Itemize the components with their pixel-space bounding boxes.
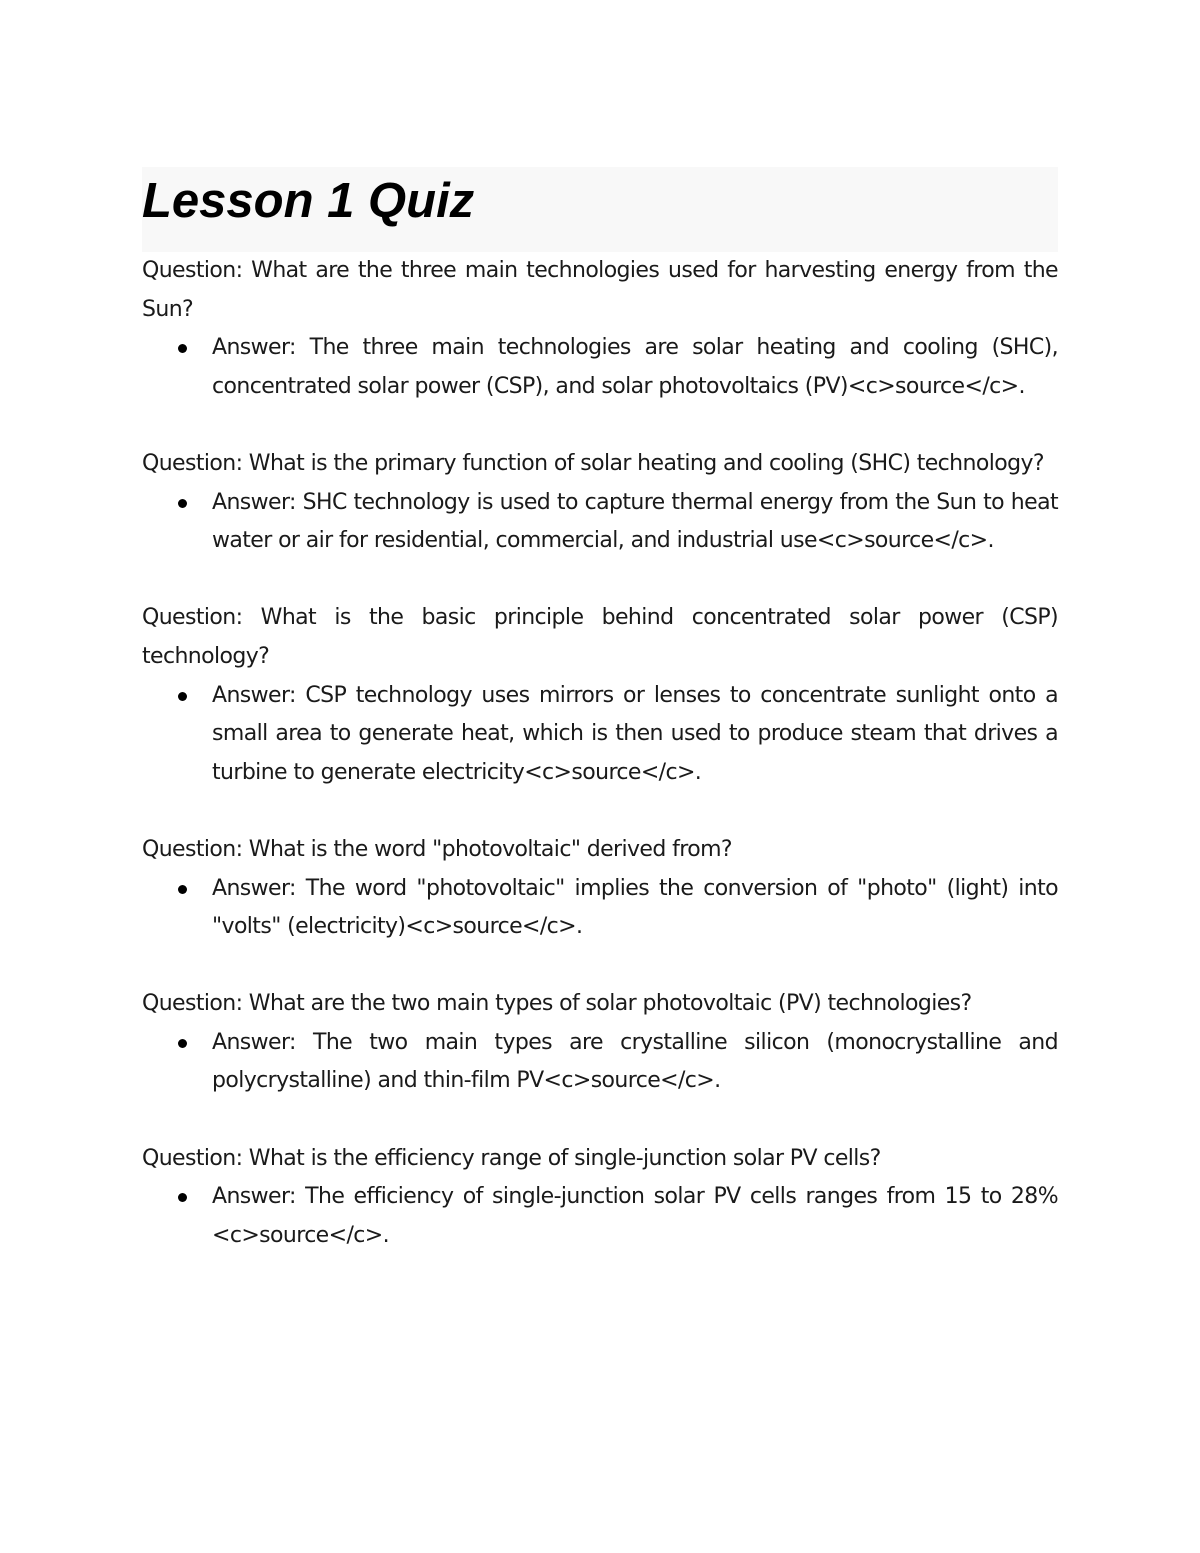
bullet-icon: [178, 1039, 187, 1048]
bullet-icon: [178, 692, 187, 701]
bullet-icon: [178, 344, 187, 353]
document-page: [142, 167, 1058, 1294]
answer-item: [142, 329, 1058, 406]
bullet-icon: [178, 885, 187, 894]
question-text: Question: What is the basic principle behind concentrated solar power (CSP) technology?: [142, 605, 1058, 669]
answer-list: [142, 1024, 1058, 1101]
answer-list: [142, 329, 1058, 406]
answer-list: [142, 677, 1058, 793]
question-text: Question: What are the three main technologies used for harvesting energy from the Sun?: [142, 258, 1058, 322]
question-text: Question: What are the two main types of solar photovoltaic (PV) technologies?: [142, 991, 972, 1017]
answer-item: [142, 1024, 1058, 1101]
answer-item: [142, 484, 1058, 561]
quiz-item: [142, 252, 1058, 406]
answer-text: Answer: The three main technologies are solar heating and cooling (SHC), concentrated solar power (CSP), and solar photovoltaics (PV)<c>source</c>.: [212, 335, 1058, 399]
answer-text: Answer: CSP technology uses mirrors or lenses to concentrate sunlight onto a small area to generate heat, which is then used to produce steam that drives a turbine to generate electricity<c>source</c>.: [212, 682, 1058, 785]
quiz-item: [142, 831, 1058, 947]
quiz-body: [142, 252, 1058, 1255]
quiz-item: [142, 445, 1058, 561]
page-title: Lesson 1 Quiz: [142, 174, 475, 228]
question-text: Question: What is the primary function of solar heating and cooling (SHC) technology?: [142, 450, 1044, 476]
answer-text: Answer: The two main types are crystalline silicon (monocrystalline and polycrystalline) and thin-film PV<c>source</c>.: [212, 1029, 1058, 1094]
answer-text: Answer: The word "photovoltaic" implies the conversion of "photo" (light) into "volts" (electricity)<c>source</c>.: [212, 875, 1058, 940]
answer-item: [142, 677, 1058, 793]
quiz-item: [142, 985, 1058, 1101]
answer-item: [142, 870, 1058, 947]
question-text: Question: What is the efficiency range of single-junction solar PV cells?: [142, 1145, 881, 1171]
bullet-icon: [178, 1193, 187, 1202]
quiz-item: [142, 1140, 1058, 1256]
answer-text: Answer: SHC technology is used to capture thermal energy from the Sun to heat water or air for residential, commercial, and industrial use<c>source</c>.: [212, 489, 1058, 554]
bullet-icon: [178, 499, 187, 508]
title-band: [142, 167, 1058, 252]
quiz-item: [142, 599, 1058, 792]
answer-list: [142, 1178, 1058, 1255]
question-text: Question: What is the word "photovoltaic" derived from?: [142, 836, 732, 862]
answer-text: Answer: The efficiency of single-junction solar PV cells ranges from 15 to 28%<c>source</c>.: [212, 1184, 1058, 1248]
answer-item: [142, 1178, 1058, 1255]
answer-list: [142, 484, 1058, 561]
answer-list: [142, 870, 1058, 947]
